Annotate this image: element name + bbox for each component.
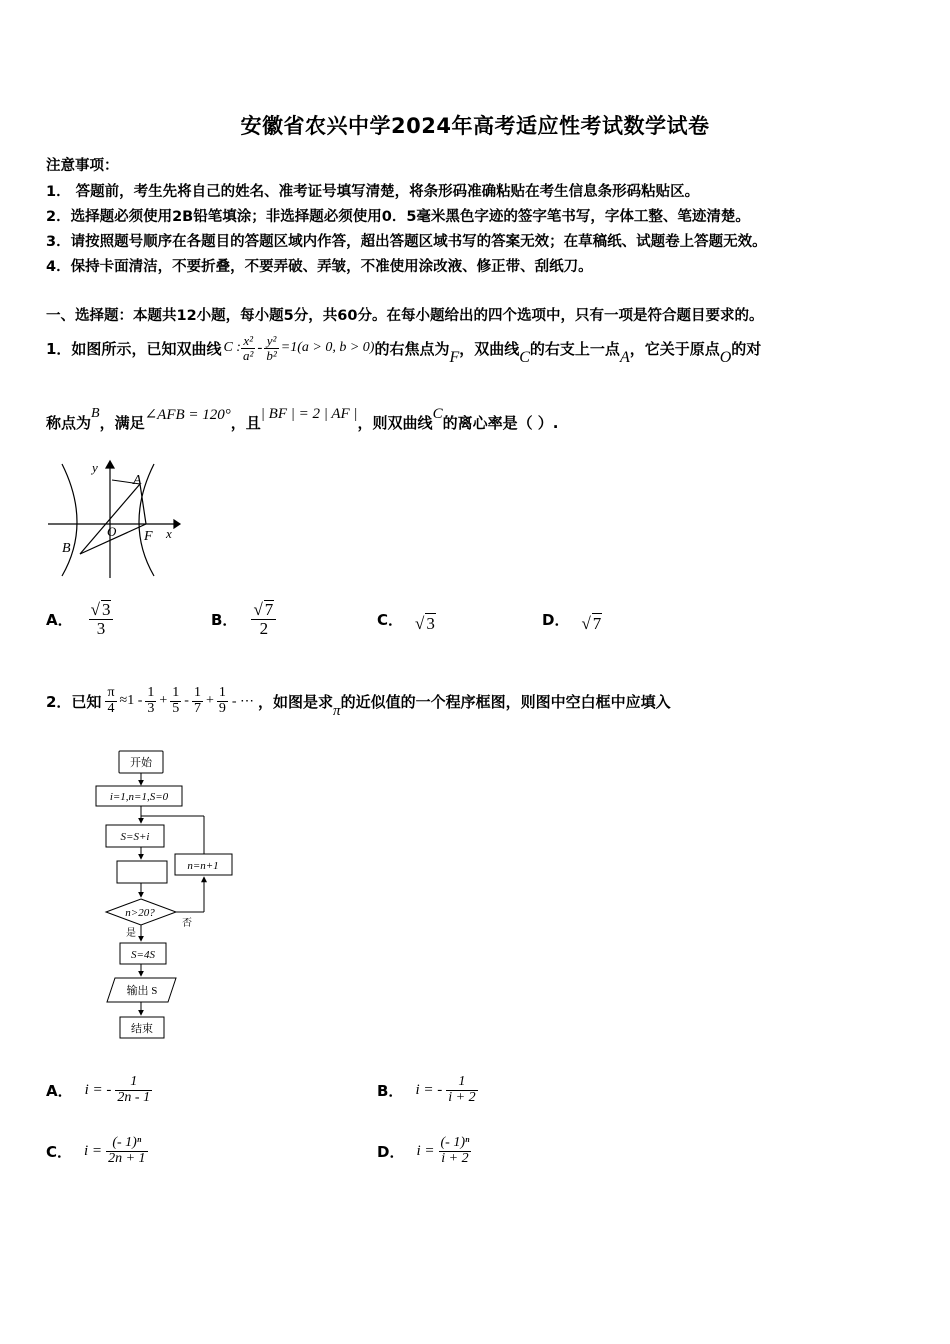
flow-init-text: i=1,n=1,S=0 xyxy=(109,791,169,803)
notice-item-2: 2．选择题必须使用2B铅笔填涂；非选择题必须使用0．5毫米黑色字迹的签字笔书写，字体工整、笔迹清楚。 xyxy=(46,209,750,225)
q1-option-b-rad: 7 xyxy=(264,600,274,620)
q1-line2-text-3: ，且 xyxy=(230,413,261,432)
fig-label-y: y xyxy=(92,460,98,475)
q2-plus-1: + xyxy=(159,693,168,708)
q1-frac-y: $\frac{\text{y²}}{\text{b²}}$ xyxy=(266,332,277,363)
flow-end-text: 结束 xyxy=(131,1023,153,1035)
fig-label-x: x xyxy=(166,526,172,541)
q1-option-d-rad: 7 xyxy=(592,613,602,633)
notice-item-4: 4．保持卡面清洁，不要折叠，不要弄破、弄皱，不准使用涂改液、修正带、刮纸刀。 xyxy=(46,259,593,275)
q2-text-2: ，如图是求 xyxy=(258,692,334,711)
q2-text-1: 2．已知 xyxy=(46,692,102,711)
fig-label-o: O xyxy=(107,524,117,539)
q1-line2-text-5: 的离心率是（ ）. xyxy=(442,413,559,432)
q1-line2-var-c: C xyxy=(432,405,443,422)
q2-option-b-den: i + 2 xyxy=(448,1089,476,1105)
q1-var-a: A xyxy=(619,349,630,366)
q2-option-c[interactable] xyxy=(46,1126,148,1176)
q2-option-a-lhs: i = - xyxy=(84,1081,112,1098)
q2-option-c-lhs: i = xyxy=(84,1142,103,1159)
q1-option-b-label: B． xyxy=(211,610,238,629)
q1-eq-bf: | BF | = 2 | AF | xyxy=(260,405,358,422)
q1-eq-angle: ∠AFB = 120° xyxy=(144,406,231,423)
q1-line2-text-4: ，则双曲线 xyxy=(357,413,433,432)
flow-yes-label: 是 xyxy=(126,928,136,939)
flow-start-text: 开始 xyxy=(130,757,152,769)
q2-option-b-lhs: i = - xyxy=(415,1081,443,1098)
q2-var-pi: π xyxy=(333,702,341,719)
q1-line2-text-2: ，满足 xyxy=(99,413,145,432)
q1-text-2: 的右焦点为 xyxy=(374,339,450,358)
question-1-line-1 xyxy=(46,328,761,368)
q1-option-d-label: D． xyxy=(542,610,570,629)
q2-option-b-label: B． xyxy=(377,1081,404,1100)
page-title: 安徽省农兴中学2024年高考适应性考试数学试卷 xyxy=(240,114,710,138)
q1-text-6: 的对 xyxy=(731,339,762,358)
q1-var-b: B xyxy=(91,406,100,421)
q1-option-a-den: 3 xyxy=(96,619,106,638)
q2-plus-2: + xyxy=(205,693,214,708)
section-heading: 一、选择题：本题共12小题，每小题5分，共60分。在每小题给出的四个选项中，只有一项是符合题目要求的。 xyxy=(46,308,764,324)
question-1-line-2 xyxy=(46,404,559,440)
q1-option-b[interactable]: B． $\frac{√ 7}{2}$ xyxy=(211,594,276,644)
q1-option-a-label: A． xyxy=(46,610,73,629)
fig-label-b: B xyxy=(62,541,71,556)
flowchart xyxy=(90,745,250,1045)
flow-blank-box xyxy=(117,861,167,883)
q1-eq-c: C : xyxy=(223,340,241,355)
q2-frac-5: $\frac{1}{5}$ xyxy=(172,684,180,716)
q1-option-c-rad: 3 xyxy=(426,613,435,633)
q1-option-a[interactable]: A． $\frac{√ 3}{3}$ xyxy=(46,594,113,644)
q2-option-d-lhs: i = xyxy=(416,1142,435,1159)
q2-text-3: 的近似值的一个程序框图，则图中空白框中应填入 xyxy=(340,692,671,711)
q2-option-d[interactable] xyxy=(377,1126,471,1176)
q1-eq-cond: =1(a > 0, b > 0) xyxy=(280,340,375,355)
question-2-line xyxy=(46,678,671,724)
q1-eq-minus: - xyxy=(257,339,263,356)
q2-option-a[interactable] xyxy=(46,1066,152,1114)
notice-item-1: 1． 答题前，考生先将自己的姓名、准考证号填写清楚，将条形码准确粘贴在考生信息条形码粘贴区。 xyxy=(46,184,700,200)
q2-option-c-num: (- 1)ⁿ xyxy=(106,1136,147,1152)
q2-option-b-num: 1 xyxy=(446,1075,477,1091)
q1-option-b-den: 2 xyxy=(259,619,269,638)
q2-minus-1: - xyxy=(184,693,189,708)
q2-frac-3: $\frac{1}{3}$ xyxy=(147,684,155,716)
flow-accum-text: S=S+i xyxy=(120,831,150,843)
q2-option-b[interactable] xyxy=(377,1066,478,1114)
q2-option-d-den: i + 2 xyxy=(441,1150,469,1166)
q2-option-d-label: D． xyxy=(377,1142,405,1161)
q2-option-c-label: C． xyxy=(46,1142,73,1161)
q1-option-d[interactable]: D． √ 7 xyxy=(542,610,602,633)
q2-frac-pi4: $\frac{\pi}{4}$ xyxy=(107,684,115,716)
q1-var-c: C xyxy=(519,349,530,366)
q1-text-1: 1．如图所示，已知双曲线 xyxy=(46,339,222,358)
q1-text-3: ，双曲线 xyxy=(459,339,520,358)
q1-option-a-rad: 3 xyxy=(101,600,111,620)
q1-text-5: ，它关于原点 xyxy=(629,339,720,358)
q2-frac-9: $\frac{1}{9}$ xyxy=(218,684,226,716)
q1-option-c[interactable]: C． √ 3 xyxy=(377,610,435,633)
q2-option-a-den: 2n - 1 xyxy=(117,1089,151,1105)
fig-label-a: A xyxy=(133,473,142,488)
q1-option-c-label: C． xyxy=(377,610,404,629)
flow-mult-text: S=4S xyxy=(131,949,155,961)
q1-var-f: F xyxy=(449,349,460,366)
q2-tail: - ⋯ xyxy=(231,693,255,709)
notice-heading: 注意事项： xyxy=(46,158,119,174)
fig-label-f: F xyxy=(144,529,153,544)
q1-var-o: O xyxy=(719,349,732,366)
q2-option-d-num: (- 1)ⁿ xyxy=(440,1134,470,1150)
flow-no-label: 否 xyxy=(182,918,192,929)
hyperbola-figure xyxy=(44,456,184,582)
q2-option-a-num: 1 xyxy=(115,1075,152,1091)
flow-cond-text: n>20? xyxy=(125,907,155,919)
notice-item-3: 3．请按照题号顺序在各题目的答题区域内作答，超出答题区域书写的答案无效；在草稿纸、试题卷上答题无效。 xyxy=(46,234,767,250)
q2-frac-7: $\frac{1}{7}$ xyxy=(193,684,201,716)
flow-output-text: 输出 S xyxy=(126,985,158,997)
q2-option-c-den: 2n + 1 xyxy=(108,1150,146,1166)
q2-approx: ≈1 - xyxy=(119,693,143,708)
q1-frac-x: $\frac{\text{x²}}{\text{a²}}$ xyxy=(242,332,254,363)
q1-line2-text-1: 称点为 xyxy=(46,413,92,432)
q1-text-4: 的右支上一点 xyxy=(529,339,620,358)
q2-option-a-label: A． xyxy=(46,1081,73,1100)
flow-incr-text: n=n+1 xyxy=(187,860,219,872)
